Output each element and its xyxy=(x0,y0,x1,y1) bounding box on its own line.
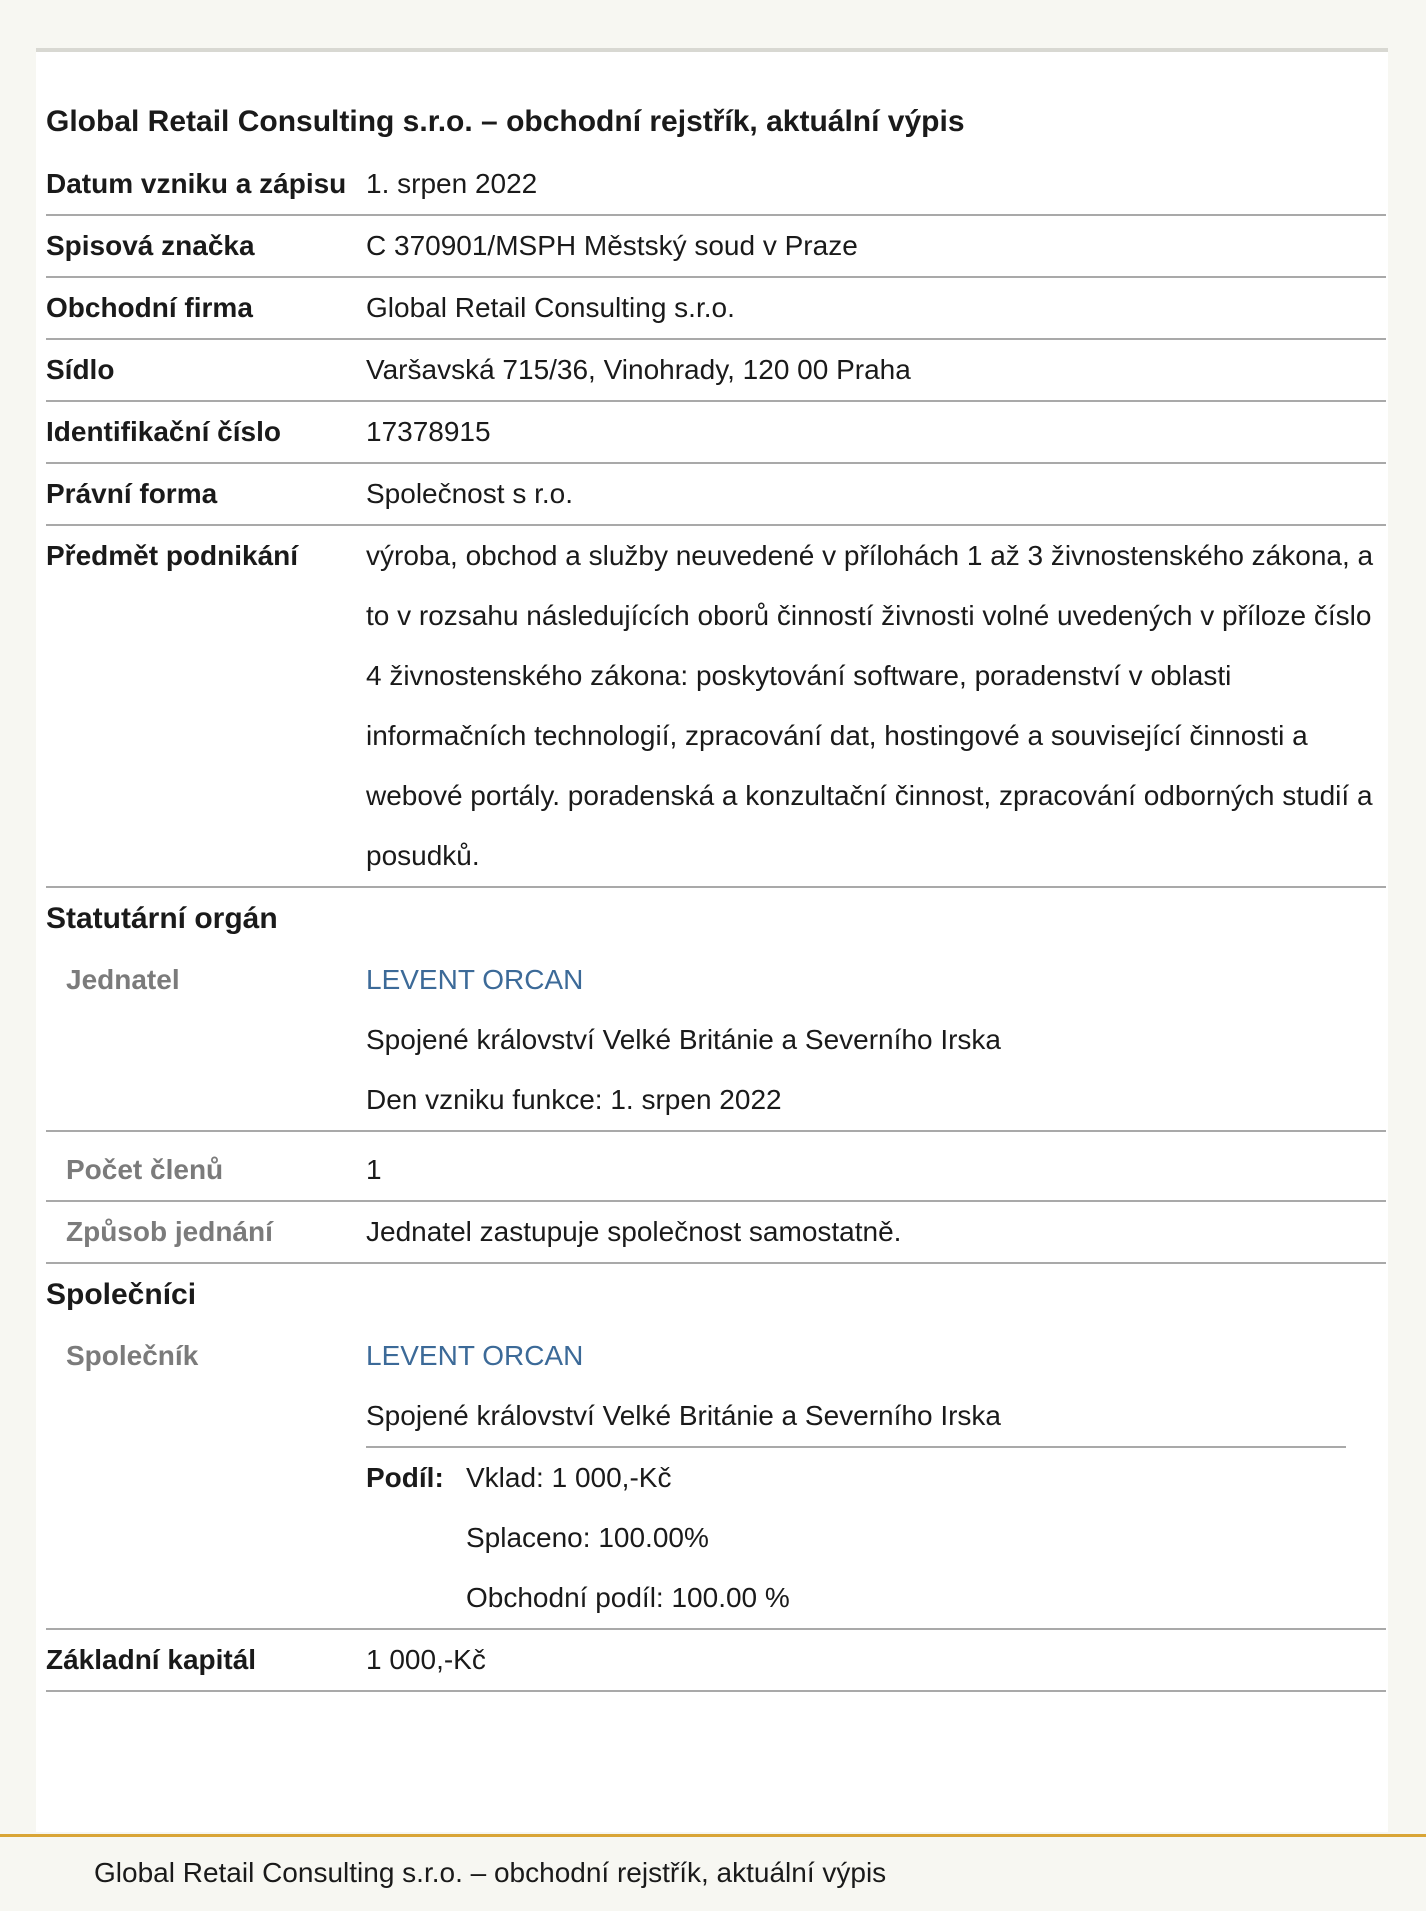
executive-label: Jednatel xyxy=(66,964,180,995)
row-label: Spisová značka xyxy=(46,230,255,261)
share-label: Podíl: xyxy=(366,1462,444,1493)
row-company-name xyxy=(46,278,1386,340)
row-label: Základní kapitál xyxy=(46,1644,257,1675)
executive-since: Den vzniku funkce: 1. srpen 2022 xyxy=(366,1084,782,1115)
row-value: Společnost s r.o. xyxy=(366,478,574,509)
row-capital xyxy=(46,1630,1386,1692)
row-value: 17378915 xyxy=(366,416,491,447)
row-acting-method xyxy=(46,1202,1386,1264)
executive-country: Spojené království Velké Británie a Severního Irska xyxy=(366,1024,1002,1055)
executive-name-link[interactable]: LEVENT ORCAN xyxy=(366,964,584,995)
row-value: Global Retail Consulting s.r.o. xyxy=(366,292,735,323)
partner-details xyxy=(366,1326,1386,1628)
row-label: Obchodní firma xyxy=(46,292,253,323)
row-value: 1. srpen 2022 xyxy=(366,168,538,199)
row-registered-office xyxy=(46,340,1386,402)
row-founding-date xyxy=(46,154,1386,216)
row-business-activity xyxy=(46,526,1386,888)
executive-details xyxy=(366,950,1386,1130)
footer-text: Global Retail Consulting s.r.o. – obchodní rejstřík, aktuální výpis xyxy=(94,1857,887,1888)
row-value: Varšavská 715/36, Vinohrady, 120 00 Praha xyxy=(366,354,911,385)
partners-heading: Společníci xyxy=(46,1278,197,1311)
row-value: 1 000,-Kč xyxy=(366,1644,486,1675)
row-label: Datum vzniku a zápisu xyxy=(46,168,347,199)
partner-label: Společník xyxy=(66,1340,199,1371)
row-value: C 370901/MSPH Městský soud v Praze xyxy=(366,230,858,261)
row-label: Identifikační číslo xyxy=(46,416,281,447)
footer xyxy=(0,1834,1426,1911)
row-label: Sídlo xyxy=(46,354,115,385)
partner-country: Spojené království Velké Británie a Severního Irska xyxy=(366,1400,1002,1431)
document-panel xyxy=(36,48,1388,1832)
row-label: Předmět podnikání xyxy=(46,540,299,571)
row-executive xyxy=(46,950,1386,1132)
statutory-heading: Statutární orgán xyxy=(46,902,278,935)
row-label: Počet členů xyxy=(66,1154,224,1185)
row-legal-form xyxy=(46,464,1386,526)
row-value: výroba, obchod a služby neuvedené v přílohách 1 až 3 živnostenského zákona, a to v rozsahu následujících oborů činností živnosti volné uvedených v příloze číslo 4 živnostenského zákona: poskytování software, poradenství v oblasti informačních technologií, zpracování dat, hostingové a související činnosti a webové portály. poradenská a konzultační činnost, zpracování odborných studií a posudků. xyxy=(366,540,1374,871)
partner-share xyxy=(366,1446,1346,1628)
page-title: Global Retail Consulting s.r.o. – obchodní rejstřík, aktuální výpis xyxy=(46,105,965,138)
partner-name-link[interactable]: LEVENT ORCAN xyxy=(366,1340,584,1371)
share-business: Obchodní podíl: 100.00 % xyxy=(466,1582,790,1613)
row-partner xyxy=(46,1326,1386,1630)
row-file-number xyxy=(46,216,1386,278)
document-content xyxy=(46,100,1386,1692)
share-details xyxy=(466,1448,790,1628)
row-label: Způsob jednání xyxy=(66,1216,273,1247)
share-paid: Splaceno: 100.00% xyxy=(466,1522,709,1553)
row-id-number xyxy=(46,402,1386,464)
row-label: Právní forma xyxy=(46,478,218,509)
row-value: 1 xyxy=(366,1154,382,1185)
row-value: Jednatel zastupuje společnost samostatně. xyxy=(366,1216,902,1247)
row-member-count xyxy=(46,1132,1386,1202)
share-deposit: Vklad: 1 000,-Kč xyxy=(466,1462,672,1493)
